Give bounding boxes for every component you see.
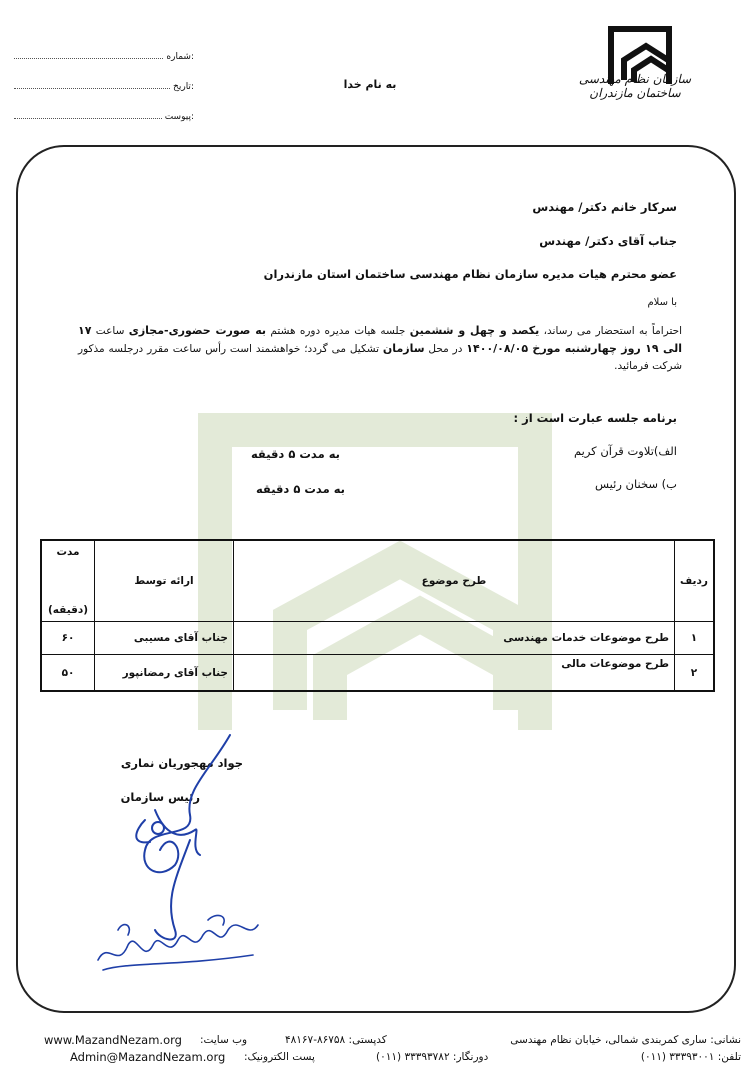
footer-phone: تلفن: ۳۳۳۹۳۰۰۱ (۰۱۱) xyxy=(640,1051,741,1063)
table-row xyxy=(41,622,714,655)
row-number: ۲ xyxy=(675,655,715,692)
organization-stamp xyxy=(88,900,268,980)
row-subject: طرح موضوعات خدمات مهندسی xyxy=(234,622,675,655)
signatory-name: جواد مهجوریان نماری xyxy=(120,756,243,770)
header-duration xyxy=(41,540,95,622)
recipient-line-3: عضو محترم هیات مدیره سازمان نظام مهندسی ساختمان استان مازندران xyxy=(263,267,677,281)
footer-postal-code: کدپستی: ۸۶۷۵۸-۴۸۱۶۷ xyxy=(285,1034,387,1046)
meeting-number: یکصد و چهل و ششمین xyxy=(409,324,540,337)
letter-number-field xyxy=(14,50,194,62)
organization-name-text: سازمان نظام مهندسی ساختمان مازندران xyxy=(578,72,692,100)
body-text-5: تشکیل می گردد؛ خواهشمند است رأس ساعت مقرر درجلسه مذکور شرکت فرمائید. xyxy=(78,343,682,372)
meeting-location: سازمان xyxy=(382,342,425,355)
letter-number-label: شماره: xyxy=(166,52,194,62)
meeting-mode: به صورت حضوری-مجازی xyxy=(128,324,267,337)
footer-website-link[interactable]: www.MazandNezam.org xyxy=(44,1033,182,1047)
agenda-item-2: ب) سخنان رئیس xyxy=(595,477,677,491)
signatory-title: رئیس سازمان xyxy=(120,790,200,804)
agenda-item-1: الف)تلاوت قرآن کریم xyxy=(573,444,677,458)
agenda-item-2-duration: به مدت ۵ دقیقه xyxy=(255,482,345,496)
row-duration: ۶۰ xyxy=(41,622,95,655)
footer-email-link[interactable]: Admin@MazandNezam.org xyxy=(70,1050,226,1064)
recipient-line-1: سرکار خانم دکتر/ مهندس xyxy=(532,200,677,214)
organization-name-script xyxy=(560,72,710,112)
footer-address: نشانی: ساری کمربندی شمالی، خیابان نظام مهندسی xyxy=(510,1034,741,1046)
body-text-3: ساعت xyxy=(91,325,129,337)
footer-email-label: پست الکترونیک: xyxy=(244,1051,315,1063)
agenda-title: برنامه جلسه عبارت است از : xyxy=(513,411,677,425)
bismillah-heading: به نام خدا xyxy=(343,78,397,91)
recipient-line-2: جناب آقای دکتر/ مهندس xyxy=(539,234,677,248)
row-subject: طرح موضوعات مالی xyxy=(234,655,675,692)
header-presenter: ارائه توسط xyxy=(95,540,234,622)
footer-fax: دورنگار: ۳۳۳۹۳۷۸۲ (۰۱۱) xyxy=(376,1051,489,1063)
agenda-item-1-duration: به مدت ۵ دقیقه xyxy=(250,447,340,461)
header-duration-top: مدت xyxy=(56,546,80,558)
letter-attachment-field xyxy=(14,110,194,122)
row-presenter: جناب آقای مسیبی xyxy=(95,622,234,655)
body-text-2: جلسه هیات مدیره دوره هشتم xyxy=(266,325,410,337)
agenda-table xyxy=(40,539,715,692)
meeting-time-date: ۱۷ الی ۱۹ روز چهارشنبه مورخ ۱۴۰۰/۰۸/۰۵ xyxy=(78,324,682,355)
table-row xyxy=(41,655,714,692)
letter-date-field xyxy=(14,80,194,92)
row-presenter: جناب آقای رمضانپور xyxy=(95,655,234,692)
header-row-number: ردیف xyxy=(675,540,715,622)
letter-attachment-label: پیوست: xyxy=(164,112,194,122)
row-duration: ۵۰ xyxy=(41,655,95,692)
body-text-1: احتراماً به استحضار می رساند، xyxy=(539,325,683,337)
header-duration-bottom: (دقیقه) xyxy=(47,604,89,616)
letter-body-paragraph xyxy=(78,322,682,375)
row-number: ۱ xyxy=(675,622,715,655)
footer-website-label: وب سایت: xyxy=(200,1034,248,1046)
header-subject: طرح موضوع xyxy=(234,540,675,622)
greeting: با سلام xyxy=(647,297,677,308)
table-header-row xyxy=(41,540,714,622)
body-text-4: در محل xyxy=(424,343,467,355)
letter-date-label: تاریخ: xyxy=(173,82,194,92)
